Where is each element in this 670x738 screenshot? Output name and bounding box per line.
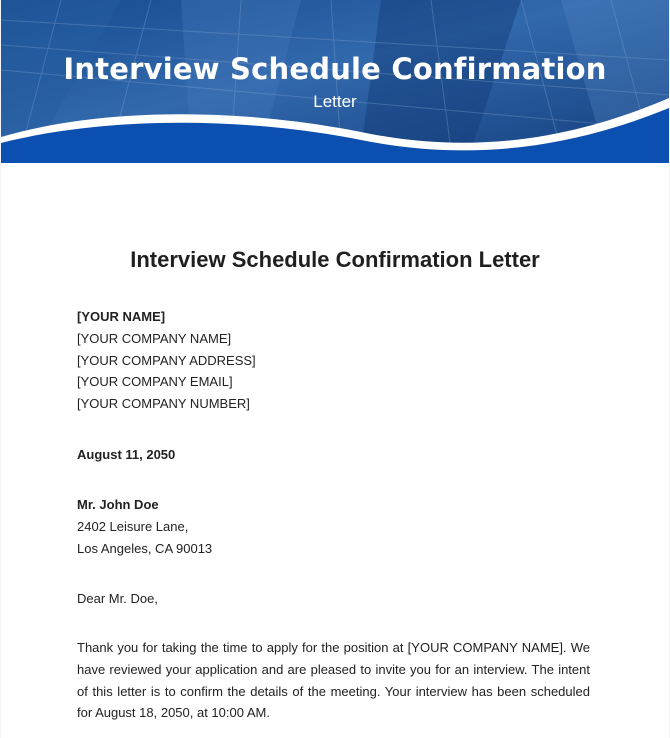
body-paragraph: Thank you for taking the time to apply for the position at [YOUR COMPANY NAME]. We have reviewed your application and are pleased to invite you for an interview. The intent of this letter is to confirm the details of the meeting. Your interview has been scheduled for August 18, 2050, at 10:00 AM. bbox=[77, 640, 590, 721]
recipient-city: Los Angeles, CA 90013 bbox=[77, 540, 213, 556]
sender-name: [YOUR NAME] bbox=[77, 309, 166, 324]
sender-company-address: [YOUR COMPANY ADDRESS] bbox=[77, 352, 256, 368]
letter-date: August 11, 2050 bbox=[77, 447, 176, 462]
sender-company-name: [YOUR COMPANY NAME] bbox=[77, 330, 232, 346]
header-title: Interview Schedule Confirmation bbox=[63, 52, 607, 86]
header-banner bbox=[1, 0, 669, 163]
sender-company-number: [YOUR COMPANY NUMBER] bbox=[77, 396, 250, 412]
sender-address-block bbox=[77, 306, 256, 415]
salutation: Dear Mr. Doe, bbox=[77, 591, 158, 606]
recipient-street: 2402 Leisure Lane, bbox=[77, 518, 189, 534]
recipient-address-block bbox=[77, 494, 212, 559]
document-title: Interview Schedule Confirmation Letter bbox=[130, 247, 540, 272]
sender-company-email: [YOUR COMPANY EMAIL] bbox=[77, 374, 233, 390]
header-subtitle: Letter bbox=[313, 92, 357, 111]
recipient-name: Mr. John Doe bbox=[77, 497, 159, 512]
document-page bbox=[1, 0, 669, 738]
